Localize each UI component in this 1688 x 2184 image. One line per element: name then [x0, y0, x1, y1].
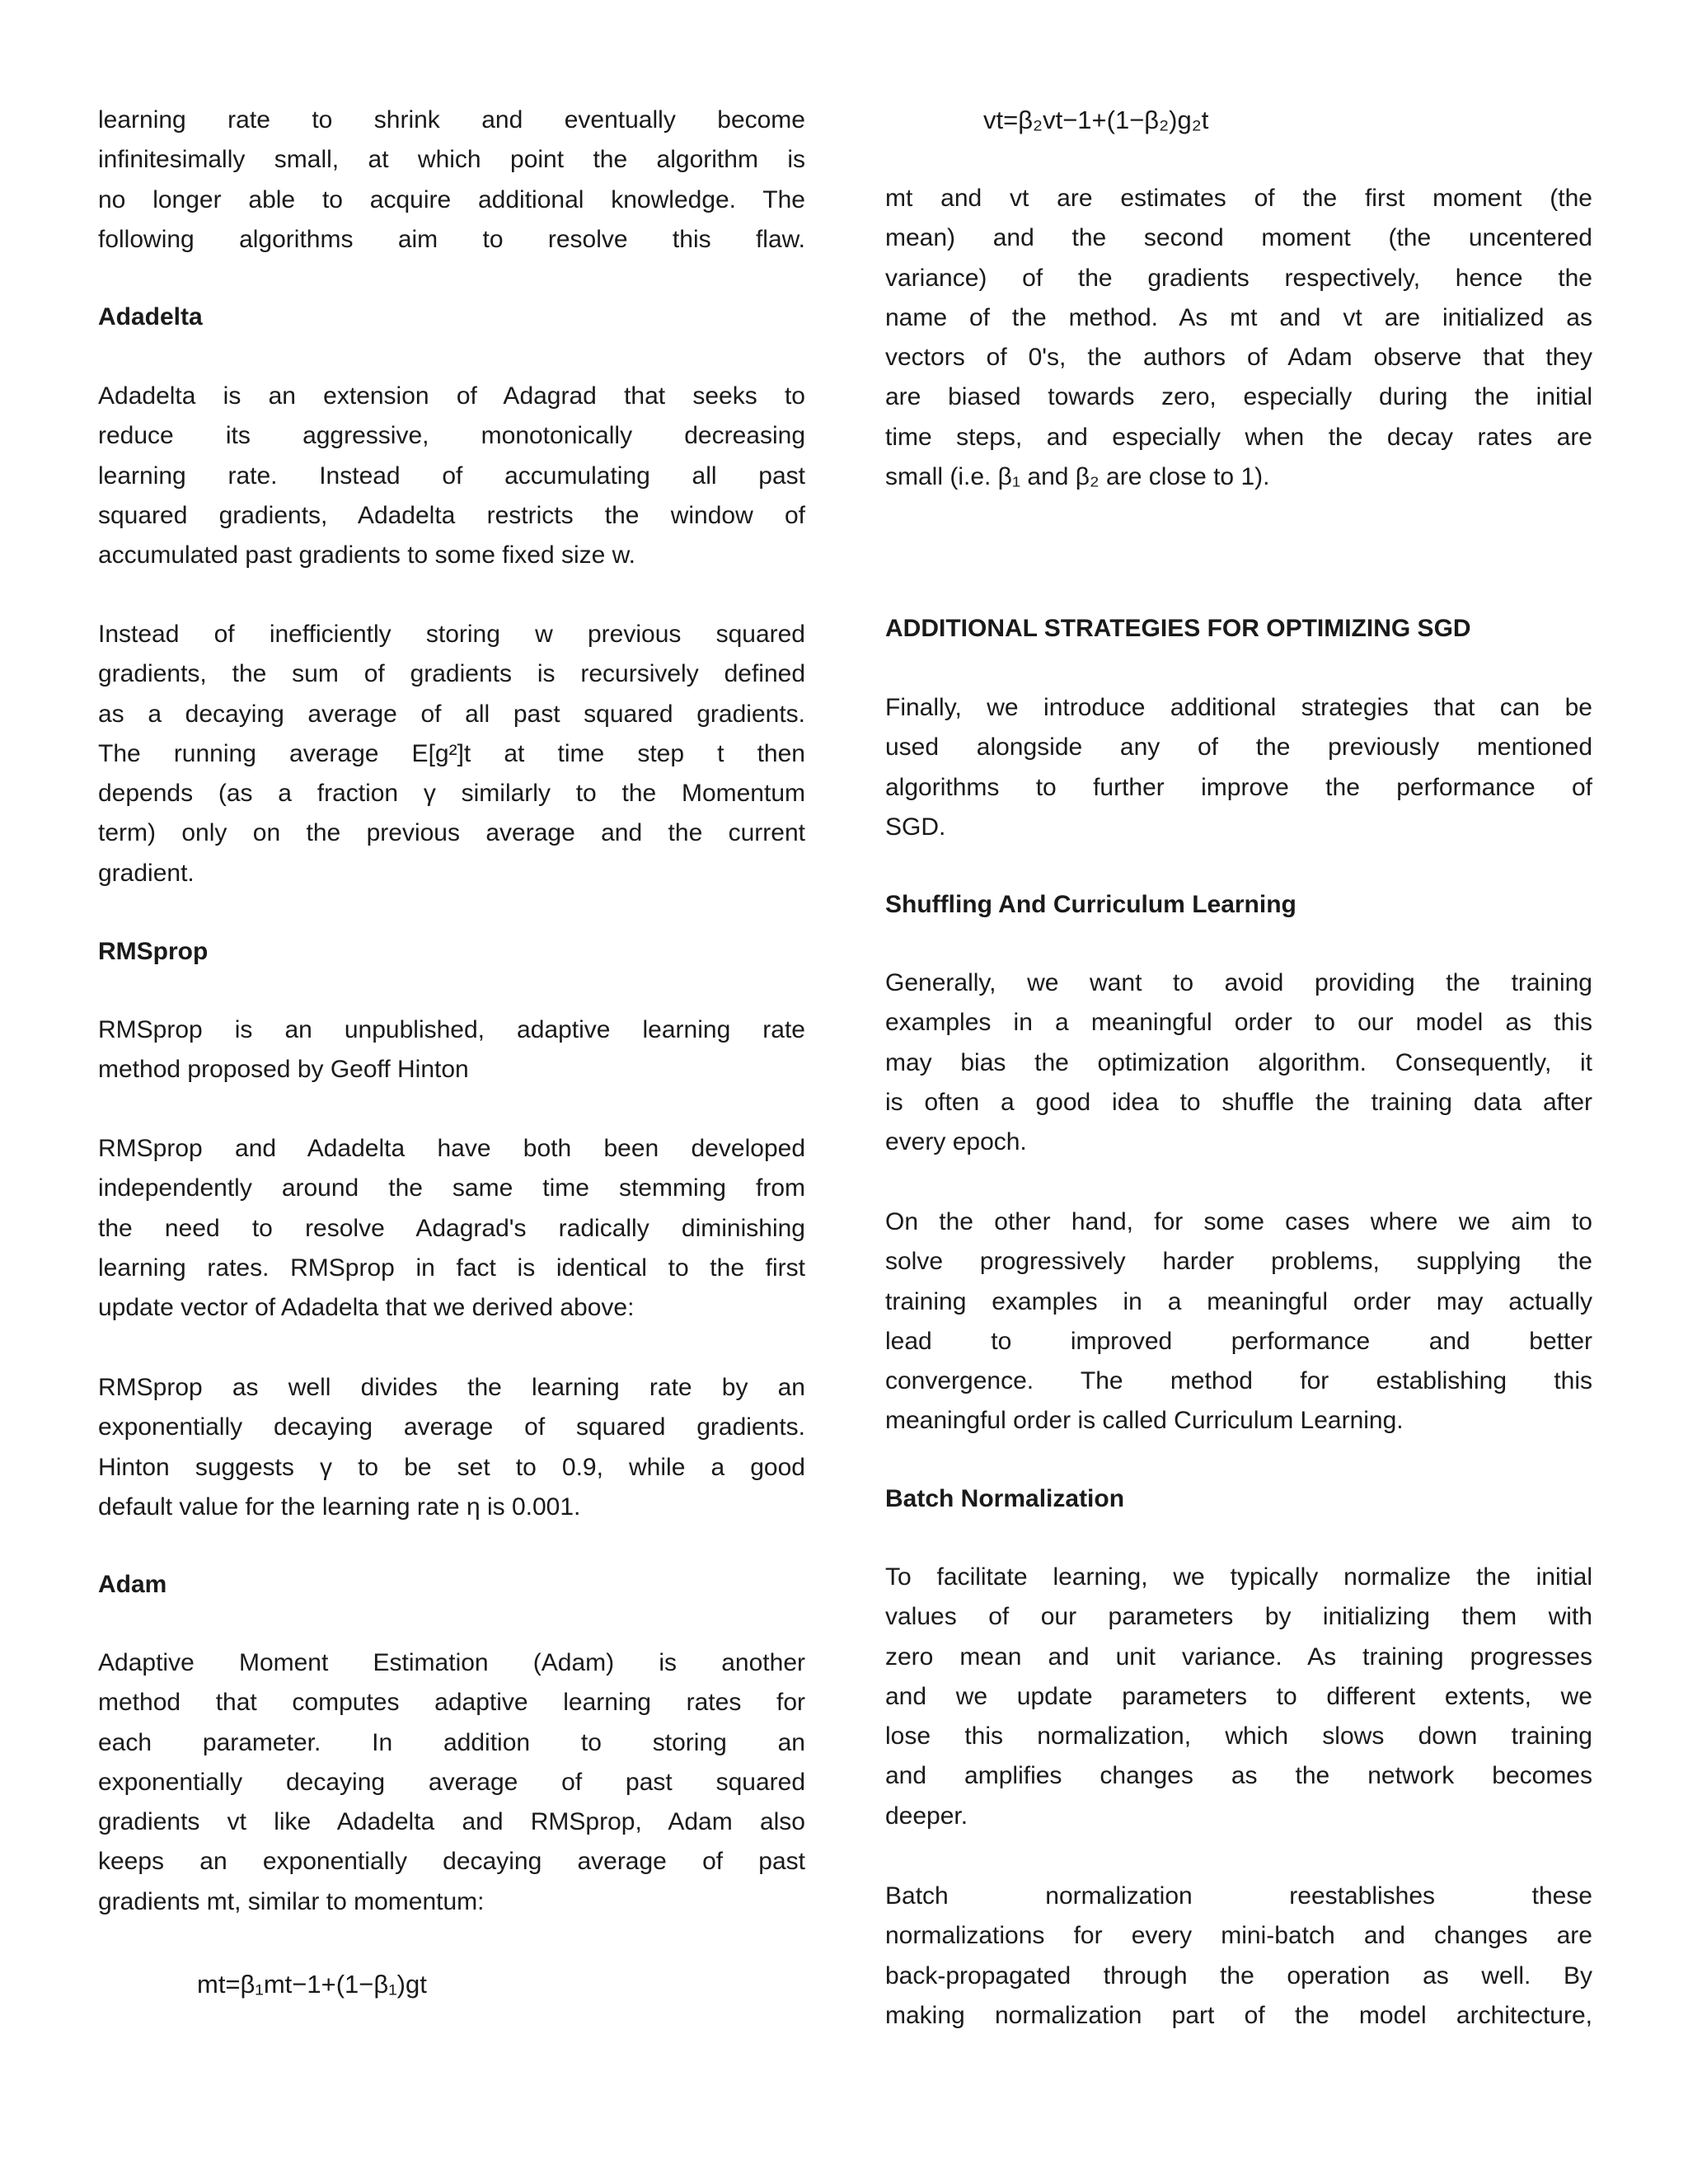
text-line: gradient. [98, 859, 195, 887]
text-line: lead to improved performance and better [885, 1327, 1592, 1355]
text-line: Generally, we want to avoid providing the training [885, 969, 1592, 996]
text-line: To facilitate learning, we typically normalize the initial [885, 1563, 1592, 1591]
paragraph [98, 101, 805, 260]
heading-rmsprop: RMSprop [98, 938, 209, 965]
text-line: examples in a meaningful order to our model as this [885, 1009, 1592, 1037]
paragraph [98, 1129, 805, 1328]
text-line: default value for the learning rate η is 0.001. [98, 1493, 581, 1521]
text-line: Batch normalization reestablishes these [885, 1882, 1592, 1910]
text-line: each parameter. In addition to storing an [98, 1728, 805, 1756]
text-line: variance) of the gradients respectively, hence the [885, 264, 1592, 292]
text-line: deeper. [885, 1802, 968, 1830]
text-line: vectors of 0's, the authors of Adam observe that they [885, 344, 1592, 372]
text-line: RMSprop as well divides the learning rate by an [98, 1374, 805, 1401]
text-line: every epoch. [885, 1128, 1027, 1156]
paragraph [885, 1877, 1592, 2036]
text-line: no longer able to acquire additional knowledge. The [98, 185, 805, 213]
paragraph [885, 963, 1592, 1162]
paragraph [885, 1202, 1592, 1441]
text-line: keeps an exponentially decaying average of past [98, 1848, 805, 1876]
text-line: and we update parameters to different extents, we [885, 1682, 1592, 1710]
text-line: back-propagated through the operation as well. By [885, 1961, 1592, 1990]
paragraph [98, 1368, 805, 1527]
text-line: squared gradients, Adadelta restricts the window of [98, 501, 805, 529]
text-line: values of our parameters by initializing them with [885, 1603, 1592, 1631]
text-line: learning rate. Instead of accumulating all past [98, 462, 805, 490]
text-line: RMSprop and Adadelta have both been developed [98, 1135, 805, 1162]
text-line: following algorithms aim to resolve this flaw. [98, 225, 805, 253]
paragraph [98, 377, 805, 575]
equation-mt: mt=β₁mt−1+(1−β₁)gt [197, 1970, 427, 1999]
text-line: term) only on the previous average and the current [98, 819, 805, 847]
text-line: learning rates. RMSprop in fact is identical to the first [98, 1254, 805, 1282]
heading-adadelta: Adadelta [98, 303, 203, 330]
text-line: depends (as a fraction γ similarly to the Momentum [98, 780, 805, 808]
text-line: solve progressively harder problems, supplying the [885, 1248, 1592, 1276]
equation-vt: vt=β₂vt−1+(1−β₂)g₂t [983, 105, 1209, 134]
text-line: exponentially decaying average of past squared [98, 1768, 805, 1796]
text-line: learning rate to shrink and eventually become [98, 106, 805, 134]
text-line: small (i.e. β₁ and β₂ are close to 1). [885, 463, 1270, 491]
paragraph [885, 1558, 1592, 1836]
text-line: normalizations for every mini-batch and changes are [885, 1922, 1592, 1950]
text-line: Adadelta is an extension of Adagrad that seeks to [98, 382, 805, 410]
text-line: accumulated past gradients to some fixed size w. [98, 541, 636, 569]
text-line: used alongside any of the previously mentioned [885, 733, 1592, 762]
text-line: Adaptive Moment Estimation (Adam) is another [98, 1649, 805, 1676]
heading-shuffling: Shuffling And Curriculum Learning [885, 891, 1296, 918]
text-line: algorithms to further improve the performance of [885, 773, 1592, 801]
text-line: are biased towards zero, especially during the initial [885, 383, 1592, 411]
text-line: name of the method. As mt and vt are initialized as [885, 303, 1592, 331]
text-line: making normalization part of the model architecture, [885, 2001, 1592, 2029]
text-line: The running average E[g²]t at time step t then [98, 739, 805, 767]
text-line: lose this normalization, which slows down training [885, 1722, 1592, 1750]
text-line: gradients, the sum of gradients is recursively defined [98, 660, 805, 688]
heading-batch-normalization: Batch Normalization [885, 1485, 1125, 1512]
text-line: infinitesimally small, at which point the algorithm is [98, 146, 805, 174]
text-line: mean) and the second moment (the uncentered [885, 224, 1592, 252]
paragraph [98, 615, 805, 893]
text-line: zero mean and unit variance. As training progresses [885, 1643, 1592, 1671]
heading-additional-strategies: ADDITIONAL STRATEGIES FOR OPTIMIZING SGD [885, 615, 1471, 642]
text-line: Finally, we introduce additional strategies that can be [885, 694, 1592, 721]
text-line: gradients vt like Adadelta and RMSprop, Adam also [98, 1808, 805, 1836]
paragraph [885, 688, 1592, 847]
text-line: SGD. [885, 813, 946, 841]
text-line: independently around the same time stemming from [98, 1174, 805, 1202]
text-line: meaningful order is called Curriculum Learning. [885, 1407, 1404, 1435]
text-line: may bias the optimization algorithm. Consequently, it [885, 1048, 1592, 1076]
text-line: mt and vt are estimates of the first moment (the [885, 185, 1592, 212]
text-line: gradients mt, similar to momentum: [98, 1887, 485, 1915]
text-line: exponentially decaying average of squared gradients. [98, 1413, 805, 1441]
text-line: and amplifies changes as the network becomes [885, 1762, 1592, 1790]
text-line: reduce its aggressive, monotonically decreasing [98, 422, 805, 450]
text-line: Hinton suggests γ to be set to 0.9, while a good [98, 1453, 805, 1481]
paragraph [885, 179, 1592, 497]
text-line: update vector of Adadelta that we derived above: [98, 1294, 635, 1322]
text-line: convergence. The method for establishing this [885, 1367, 1592, 1395]
text-line: training examples in a meaningful order may actually [885, 1287, 1592, 1315]
heading-adam: Adam [98, 1571, 167, 1598]
text-line: RMSprop is an unpublished, adaptive learning rate [98, 1016, 805, 1043]
text-line: the need to resolve Adagrad's radically diminishing [98, 1214, 805, 1242]
paragraph [98, 1643, 805, 1922]
text-line: method that computes adaptive learning rates for [98, 1689, 805, 1717]
text-line: On the other hand, for some cases where we aim to [885, 1208, 1592, 1235]
text-line: as a decaying average of all past squared gradients. [98, 700, 805, 728]
text-line: is often a good idea to shuffle the training data after [885, 1088, 1592, 1116]
paragraph [98, 1010, 805, 1090]
text-line: time steps, and especially when the decay rates are [885, 423, 1592, 451]
text-line: method proposed by Geoff Hinton [98, 1056, 469, 1084]
text-line: Instead of inefficiently storing w previous squared [98, 621, 805, 648]
